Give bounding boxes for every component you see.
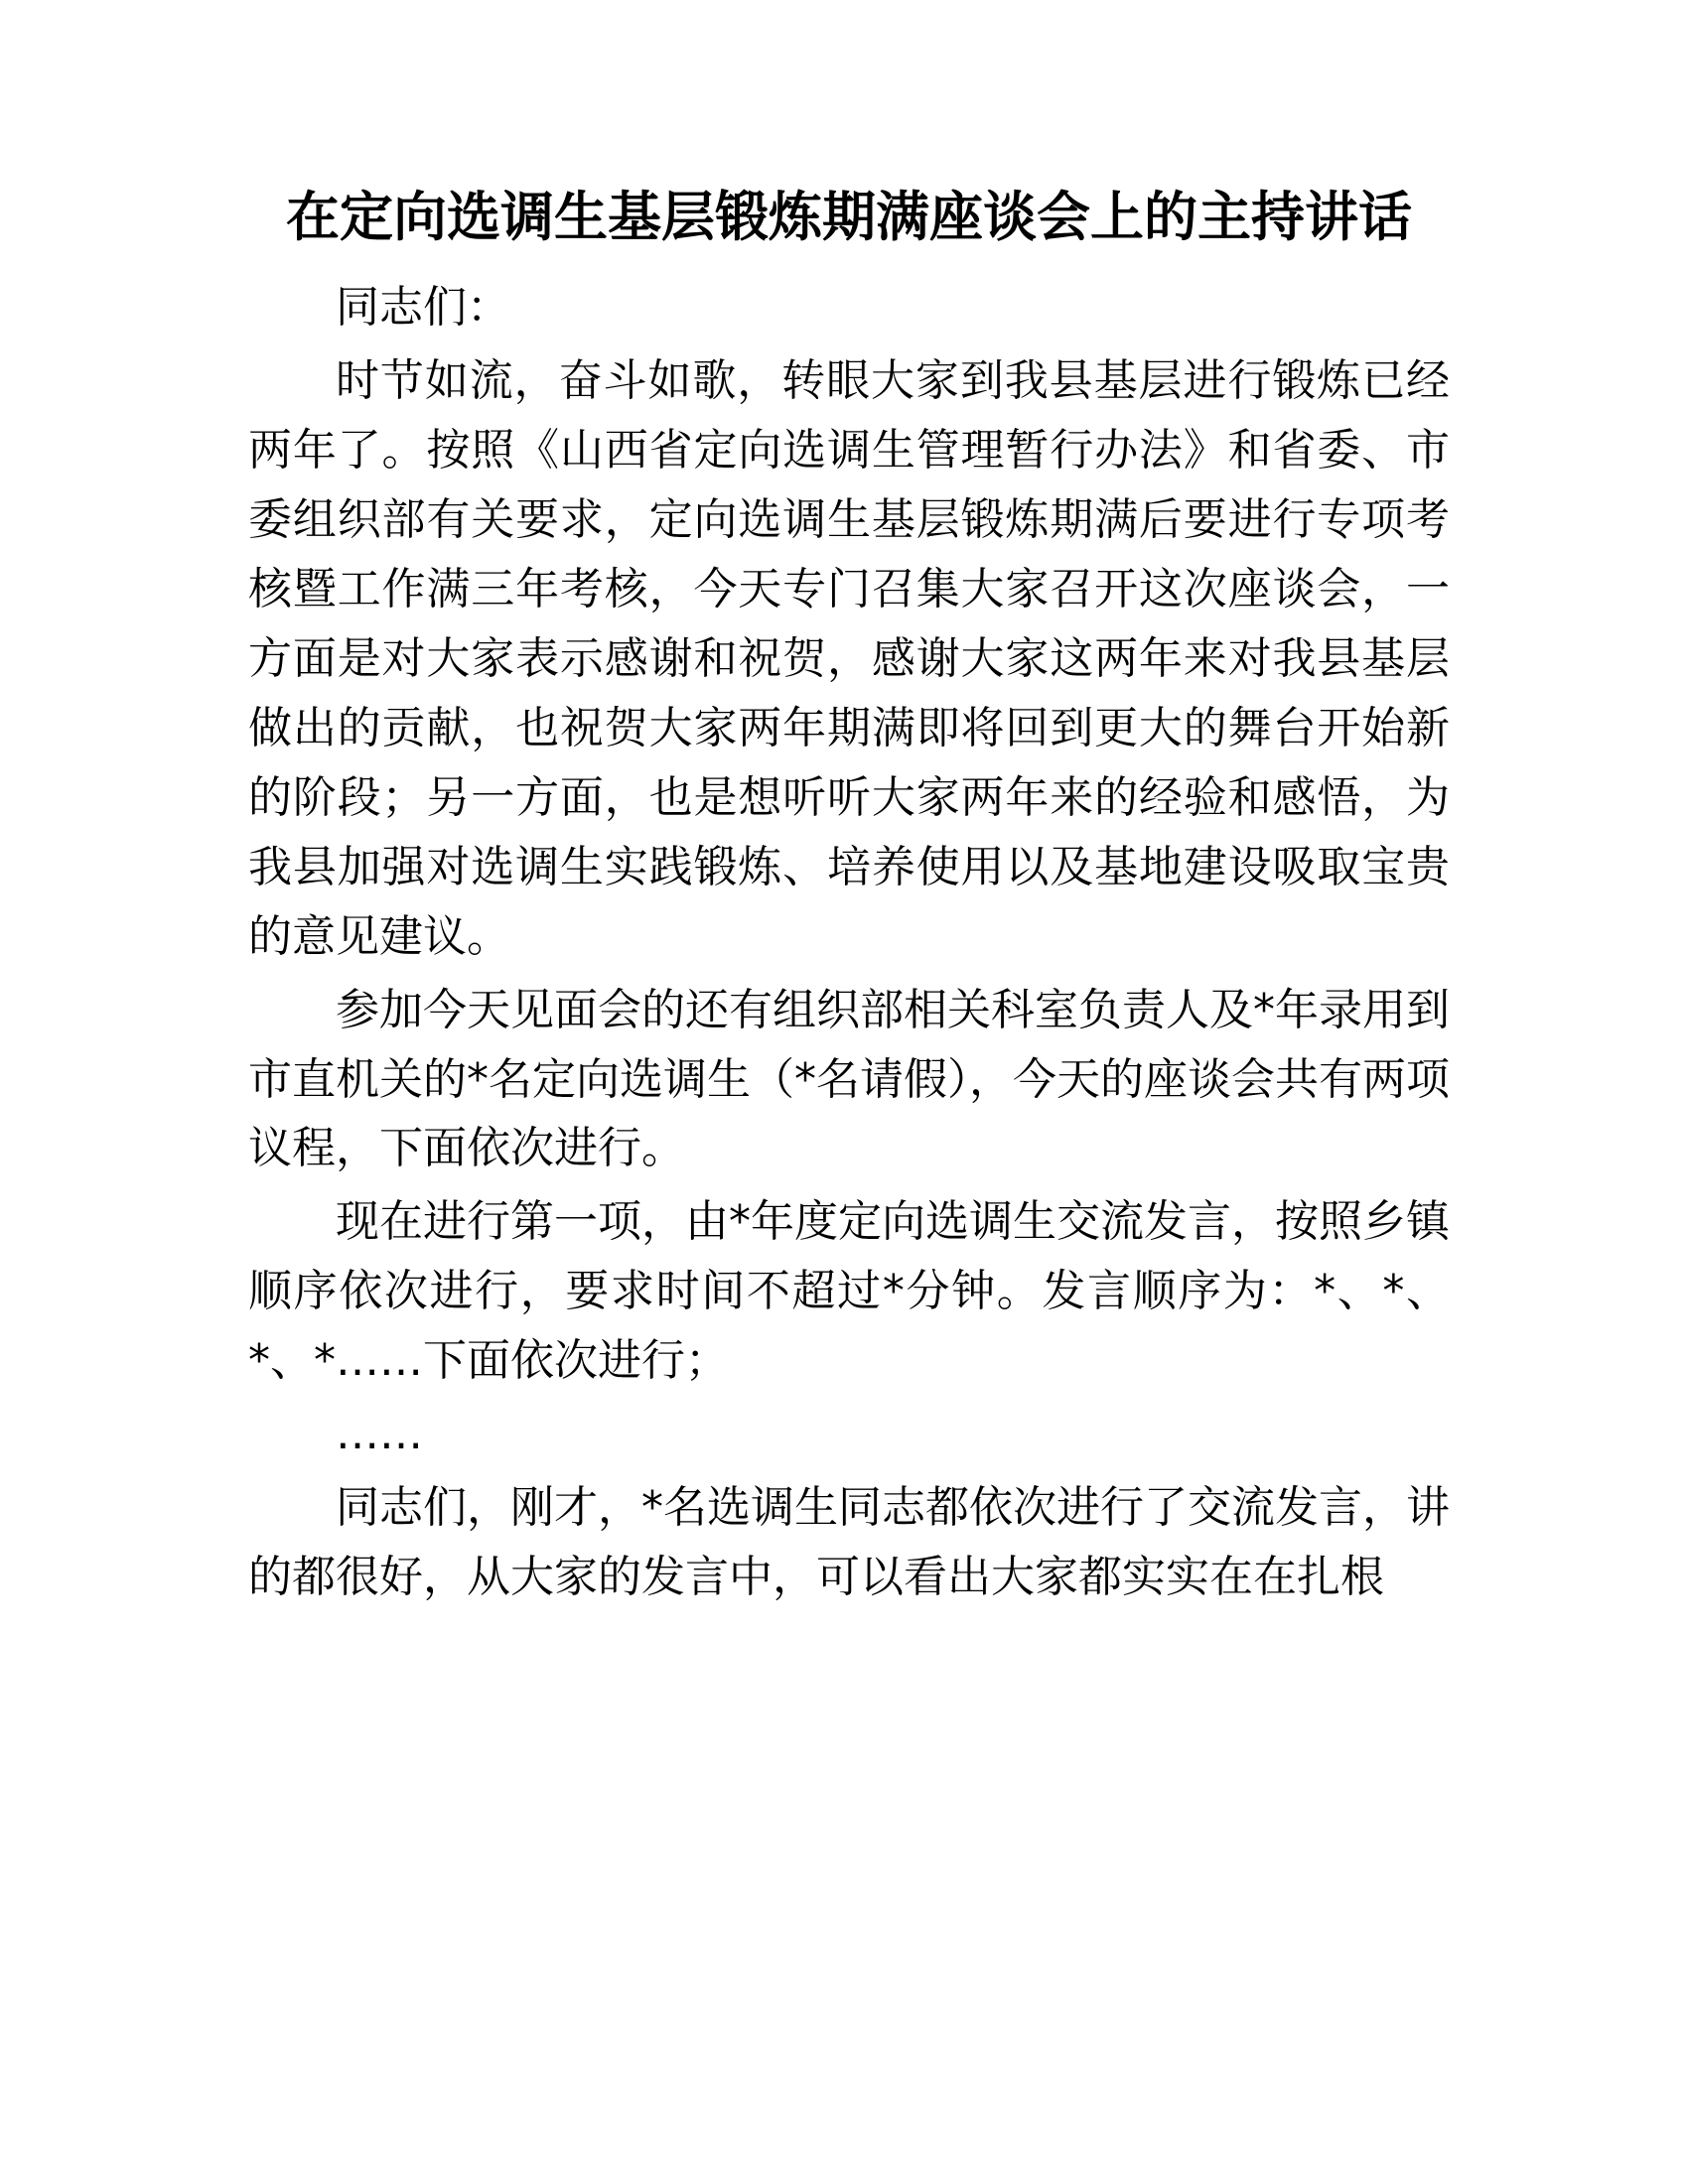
document-body [248, 184, 1450, 1616]
paragraph-agenda-item-one: 现在进行第一项，由*年度定向选调生交流发言，按照乡镇顺序依次进行，要求时间不超过*分钟。发言顺序为：*、*、*、*……下面依次进行； [248, 1196, 1450, 1387]
page-title: 在定向选调生基层锻炼期满座谈会上的主持讲话 [286, 186, 1412, 248]
paragraph-opening-remarks: 时节如流，奋斗如歌，转眼大家到我县基层进行锻炼已经两年了。按照《山西省定向选调生管理暂行办法》和省委、市委组织部有关要求，定向选调生基层锻炼期满后要进行专项考核暨工作满三年考核，今天专门召集大家召开这次座谈会，一方面是对大家表示感谢和祝贺，感谢大家这两年来对我县基层做出的贡献，也祝贺大家两年期满即将回到更大的舞台开始新的阶段；另一方面，也是想听听大家两年来的经验和感悟，为我县加强对选调生实践锻炼、培养使用以及基地建设吸取宝贵的意见建议。 [248, 354, 1450, 962]
paragraph-salutation: 同志们： [336, 282, 510, 334]
paragraph-closing-summary: 同志们，刚才，*名选调生同志都依次进行了交流发言，讲的都很好，从大家的发言中，可以看出大家都实实在在扎根 [248, 1482, 1450, 1603]
paragraph-attendees: 参加今天见面会的还有组织部相关科室负责人及*年录用到市直机关的*名定向选调生（*名请假），今天的座谈会共有两项议程，下面依次进行。 [248, 984, 1450, 1174]
paragraph-ellipsis: …… [336, 1409, 423, 1460]
